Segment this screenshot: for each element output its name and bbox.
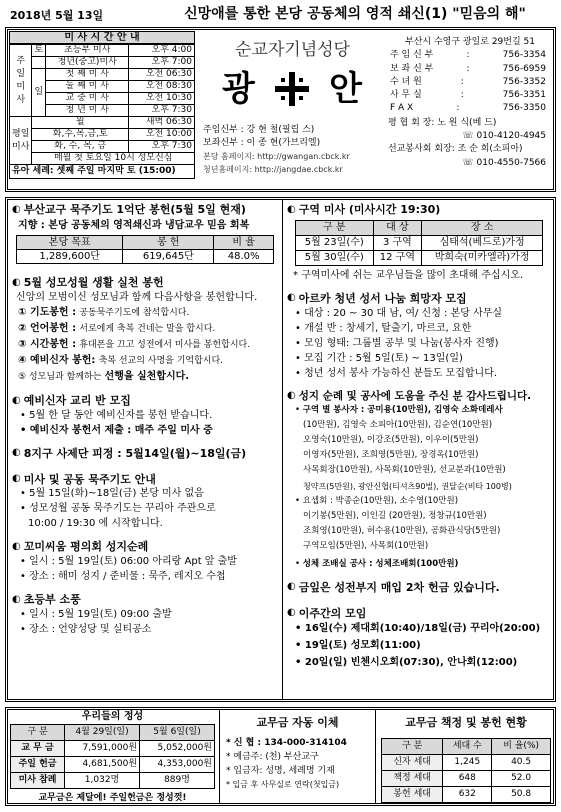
- bullet-icon: ◐: [287, 607, 296, 619]
- bullet-icon: ◐: [12, 203, 21, 215]
- donation-list: • 구역 별 봉사자 : 공미용(10만원), 김영숙 소화데레사 (10만원), 김영숙 소피아(10만원), 김순연(10만원) 오영숙(10만원), 이강조(5만원), 이우이(5만원) 이영자(5만원), 조희영(5만원), 장경옥(10만원) 사목회장(10만원), 사목회(10만원), 선교분과(10만원) 청약프(5만원), 광안신협(티셔츠90벌), 권달순(비타 100병) • 요셉회 : 박종순(10만원), 소수영(10만원) 이기봉(5만원), 이인길 (20만원), 정창규(10만원) 조희영(10만원), 허수용(10만원), 공화관식당(5만원) 구역모임(5만원), 사목회(10만원) • 성체 조배실 공사 : 성체조배회(100만원): [295, 404, 512, 569]
- district-mass-note: * 구역미사에 쉬는 교우님들을 많이 초대해 주십시오.: [293, 269, 524, 281]
- rosary-title: ◐ 미사 및 공동 묵주기도 안내: [12, 472, 156, 486]
- weekday-side-label: 평일 미사: [10, 117, 32, 165]
- weekly-line: • 20일(일) 빈첸시오회(07:30), 안나회(12:00): [295, 657, 518, 669]
- may-section-title: ◐ 5월 성모성월 생활 실천 봉헌: [12, 276, 164, 290]
- sunday-side-label: 주 일 미 사: [10, 45, 32, 117]
- bullet-icon: ◐: [12, 276, 21, 288]
- tithe-title: 교무금 책정 및 봉헌 현황: [405, 716, 527, 729]
- mass-row-time: 오전 10:00: [129, 129, 195, 141]
- bullet-icon: ◐: [287, 581, 296, 593]
- mass-row-time: 오후 7:00: [129, 57, 195, 69]
- mass-row-time: 오전 08:30: [129, 81, 195, 93]
- mass-row-time: 오전 10:30: [129, 93, 195, 105]
- contact-row: 수 녀 원 : 756-3352: [390, 76, 546, 87]
- mass-row-time: 오후 7:30: [129, 105, 195, 117]
- weekly-title: ◐ 이주간의 모임: [287, 606, 367, 620]
- may-item: ⑤ 성모님과 함께하는 선행을 실천합시다.: [18, 371, 190, 382]
- bullet-icon: ◐: [12, 447, 21, 459]
- prayer-ratio: 48.0%: [214, 250, 274, 264]
- right-column: [287, 203, 551, 698]
- picnic-line: • 장소 : 언양성당 및 실티공소: [20, 623, 152, 635]
- district-retreat: ◐ 8지구 사제단 피정 : 5월14일(월)~18일(금): [12, 446, 247, 460]
- parish-name-right: 안: [329, 68, 362, 109]
- column-divider: [282, 200, 283, 699]
- prayer-table: 본당 목표 봉 헌 비 율 1,289,600단 619,645단 48.0%: [16, 235, 274, 264]
- picnic-line: • 일시 : 5월 19일(토) 09:00 출발: [20, 608, 172, 620]
- prayer-subtitle: 지향 : 본당 공동체의 영적쇄신과 냉담교우 믿음 회복: [18, 219, 250, 231]
- transfer-title: 교무금 자동 이체: [256, 716, 339, 729]
- bullet-icon: ◐: [12, 473, 21, 485]
- bullet-icon: ◐: [12, 593, 21, 605]
- headline: 신망애를 통한 본당 공동체의 영적 쇄신(1) "믿음의 해": [184, 6, 526, 22]
- mass-row-time: 오후 7:30: [129, 141, 195, 153]
- contact-row: F A X : 756-3350: [390, 103, 546, 114]
- district-mass-table: 구 분 대 상 장 소 5월 23일(수) 3 구역 심태석(베드로)가정 5월 30일(수) 12 구역 박희숙(미카엘라)가정: [295, 220, 543, 266]
- donation-title: ◐ 성지 순례 및 공사에 도움을 주신 분 감사드립니다.: [287, 389, 532, 402]
- volunteer-president: 선교봉사회 회장: 조 순 희(소피아): [388, 144, 523, 155]
- phone-icon: ☏: [462, 131, 477, 142]
- contact-row: 보 좌 신 부 : 756-6959: [390, 63, 546, 74]
- bullet-icon: ◐: [12, 540, 21, 552]
- prayer-offered: 619,645단: [123, 250, 214, 264]
- council-phone: ☏ 010-4120-4945: [462, 131, 546, 142]
- auto-transfer: 교무금 자동 이체 * 신 협 : 134-000-314104 * 예금주: (천) 부산교구 * 입금자: 성명, 세례명 기재 * 입금 후 사무실로 연락(첫입금): [219, 710, 376, 804]
- arca-line: • 모집 기간 : 5월 5일(토) ~ 13일(일): [295, 352, 463, 364]
- mass-row-name: 초등부 미사: [46, 45, 129, 57]
- council-president: 평 협 회 장: 노 원 식(베 드): [388, 117, 497, 128]
- contact-row: 사 무 실 : 756-3351: [390, 90, 546, 101]
- district-mass-title: ◐ 구역 미사 (미사시간 19:30): [287, 203, 441, 216]
- pastor: 주임신부 : 강 현 철(필립 스): [203, 125, 315, 135]
- mass-row-name: 청년(중고)미사: [46, 57, 129, 69]
- youth-homepage-link[interactable]: 청년홈페이지: http://jangdae.cbck.kr: [203, 165, 343, 174]
- catechumen-line: • 예비신자 봉헌서 제출 : 매주 주일 미사 중: [20, 424, 213, 436]
- issue-date: 2018년 5월 13일: [10, 9, 104, 22]
- mass-row-time: 오전 06:30: [129, 69, 195, 81]
- rosary-line: 10:00 / 19:30 에 시작합니다.: [28, 518, 163, 530]
- mass-row-name: 매월 첫 토요일 10시 성모신심: [32, 153, 195, 165]
- mass-row-name: 청 년 미 사: [46, 105, 129, 117]
- mass-row-name: 월: [32, 117, 129, 129]
- parish-slogan: 순교자기념성당: [235, 40, 350, 60]
- bullet-icon: ◐: [287, 389, 296, 401]
- mass-title: 미 사 시 간 안 내: [9, 31, 195, 44]
- may-item: ③ 시간봉헌 : 휴대폰을 끄고 성전에서 미사를 봉헌합시다.: [18, 339, 251, 350]
- assistant-pastor: 보좌신부 : 이 종 현(가브리엘): [203, 138, 321, 148]
- parish-clergy: [203, 124, 388, 176]
- weekly-line: • 19일(토) 성모회(11:00): [295, 640, 421, 652]
- contact-row: 주 임 신 부 : 756-3354: [390, 50, 546, 61]
- mass-row-time: 새벽 06:30: [129, 117, 195, 129]
- phone-icon: ☏: [462, 157, 477, 168]
- catechumen-line: • 5월 한 달 동안 예비신자를 봉헌 받습니다.: [20, 409, 213, 421]
- may-item: ① 기도봉헌 : 공동묵주기도에 참석합시다.: [18, 307, 190, 318]
- mass-row-name: 첫 째 미 사: [46, 69, 129, 81]
- parish-name: [222, 66, 362, 112]
- parish-contacts: [388, 36, 552, 170]
- bullet-icon: ◐: [287, 292, 296, 304]
- may-item: ② 언어봉헌 : 서로에게 축복 건네는 말을 합시다.: [18, 323, 216, 334]
- mass-row-name: 교 중 미 사: [46, 93, 129, 105]
- arca-title: ◐ 아르카 청년 성서 나눔 희망자 모집: [287, 291, 467, 305]
- mass-schedule: [9, 31, 195, 187]
- pilgrimage-title: ◐ 꼬미씨움 평의회 성지순례: [12, 540, 149, 554]
- parish-address: 부산시 수영구 광일로 29번길 51: [405, 37, 535, 47]
- mass-table: 주 일 미 사 토 초등부 미사 오후 4:00 청년(중고)미사 오후 7:00 일 첫 째 미 사 오전 06:30 둘 째 미 사 오전 08:30 교 중 미 사 오전 10:30 청 년 미 사 오후 7:30 평일 미사 월 새벽 06:30 화,수,목,금,토 오전 10:00 화, 수, 목, 금 오후 7:30 매월 첫 토요일 10시 성모신심: [9, 44, 195, 165]
- prayer-goal: 1,289,600단: [17, 250, 123, 264]
- mass-row-name: 화,수,목,금,토: [32, 129, 129, 141]
- bullet-icon: ◐: [12, 394, 21, 406]
- rosary-line: • 성모성월 공동 묵주기도는 꾸리아 주관으로: [20, 503, 216, 515]
- homepage-link[interactable]: 본당 홈페이지: http://gwangan.cbck.kr: [203, 152, 350, 161]
- mass-row-time: 오후 4:00: [129, 45, 195, 57]
- picnic-title: ◐ 초등부 소풍: [12, 593, 81, 606]
- bullet-icon: ◐: [287, 203, 296, 215]
- infant-baptism: 유아 세례: 셋째 주일 마지막 토 (15:00): [9, 165, 195, 179]
- pilgrimage-line: • 장소 : 해미 성지 / 준비물 : 묵주, 레지오 수첩: [20, 571, 226, 582]
- arca-line: • 모임 형태: 그룹별 공부 및 나눔(봉사자 진행): [295, 337, 499, 349]
- parish-name-left: 광: [222, 68, 255, 109]
- offering-notice: ◐ 금잎은 성전부지 매입 2차 헌금 있습니다.: [287, 580, 500, 594]
- left-column: [12, 203, 278, 698]
- weekly-line: • 16일(수) 제대회(10:40)/18일(금) 꾸리아(20:00): [295, 623, 541, 635]
- mass-row-name: 화, 수, 목, 금: [32, 141, 129, 153]
- cross-logo-icon: [272, 69, 312, 109]
- may-item: ④ 예비신자 봉헌: 축복 선교의 사명을 기억합시다.: [18, 355, 224, 366]
- rosary-line: • 5월 15일(화)~18일(금) 본당 미사 없음: [20, 488, 204, 500]
- catechumen-title: ◐ 예비신자 교리 반 모집: [12, 394, 131, 407]
- volunteer-phone: ☏ 010-4550-7566: [462, 157, 546, 168]
- tithe-table: 구 분 세대 수 비 율(%) 신자 세대 1,245 40.5 책정 세대 648 52.0 봉헌 세대 632 50.8: [381, 738, 551, 803]
- status-title: 우리들의 정성: [81, 711, 144, 722]
- arca-line: • 청년 성서 봉사 가능하신 분들도 모집합니다.: [295, 367, 498, 379]
- arca-line: • 개설 반 : 창세기, 탈출기, 마르코, 요한: [295, 322, 472, 334]
- status-table: 구 분 4월 29일(일) 5월 6일(일) 교 무 금 7,591,000원 5,052,000원 주일 헌금 4,681,500원 4,353,000원 미사 참례 1,032명 889명: [10, 724, 215, 789]
- prayer-section-title: ◐ 부산교구 묵주기도 1억단 봉헌(5월 5일 현재): [12, 203, 246, 216]
- arca-line: • 대상 : 20 ~ 30 대 남, 여/ 신청 : 본당 사무실: [295, 307, 503, 319]
- mass-row-name: 둘 째 미 사: [46, 81, 129, 93]
- may-intro: 신앙의 모범이신 성모님과 함께 다음사항을 봉헌합니다.: [16, 292, 258, 303]
- pilgrimage-line: • 일시 : 5월 19일(토) 06:00 아리랑 Apt 앞 출발: [20, 556, 237, 567]
- tithe-status: [381, 710, 551, 803]
- status-footer: 교무금은 제달에! 주일헌금은 정성껏!: [38, 793, 187, 803]
- weekly-status: [10, 710, 215, 804]
- sunday-sub-label: 일: [32, 69, 46, 117]
